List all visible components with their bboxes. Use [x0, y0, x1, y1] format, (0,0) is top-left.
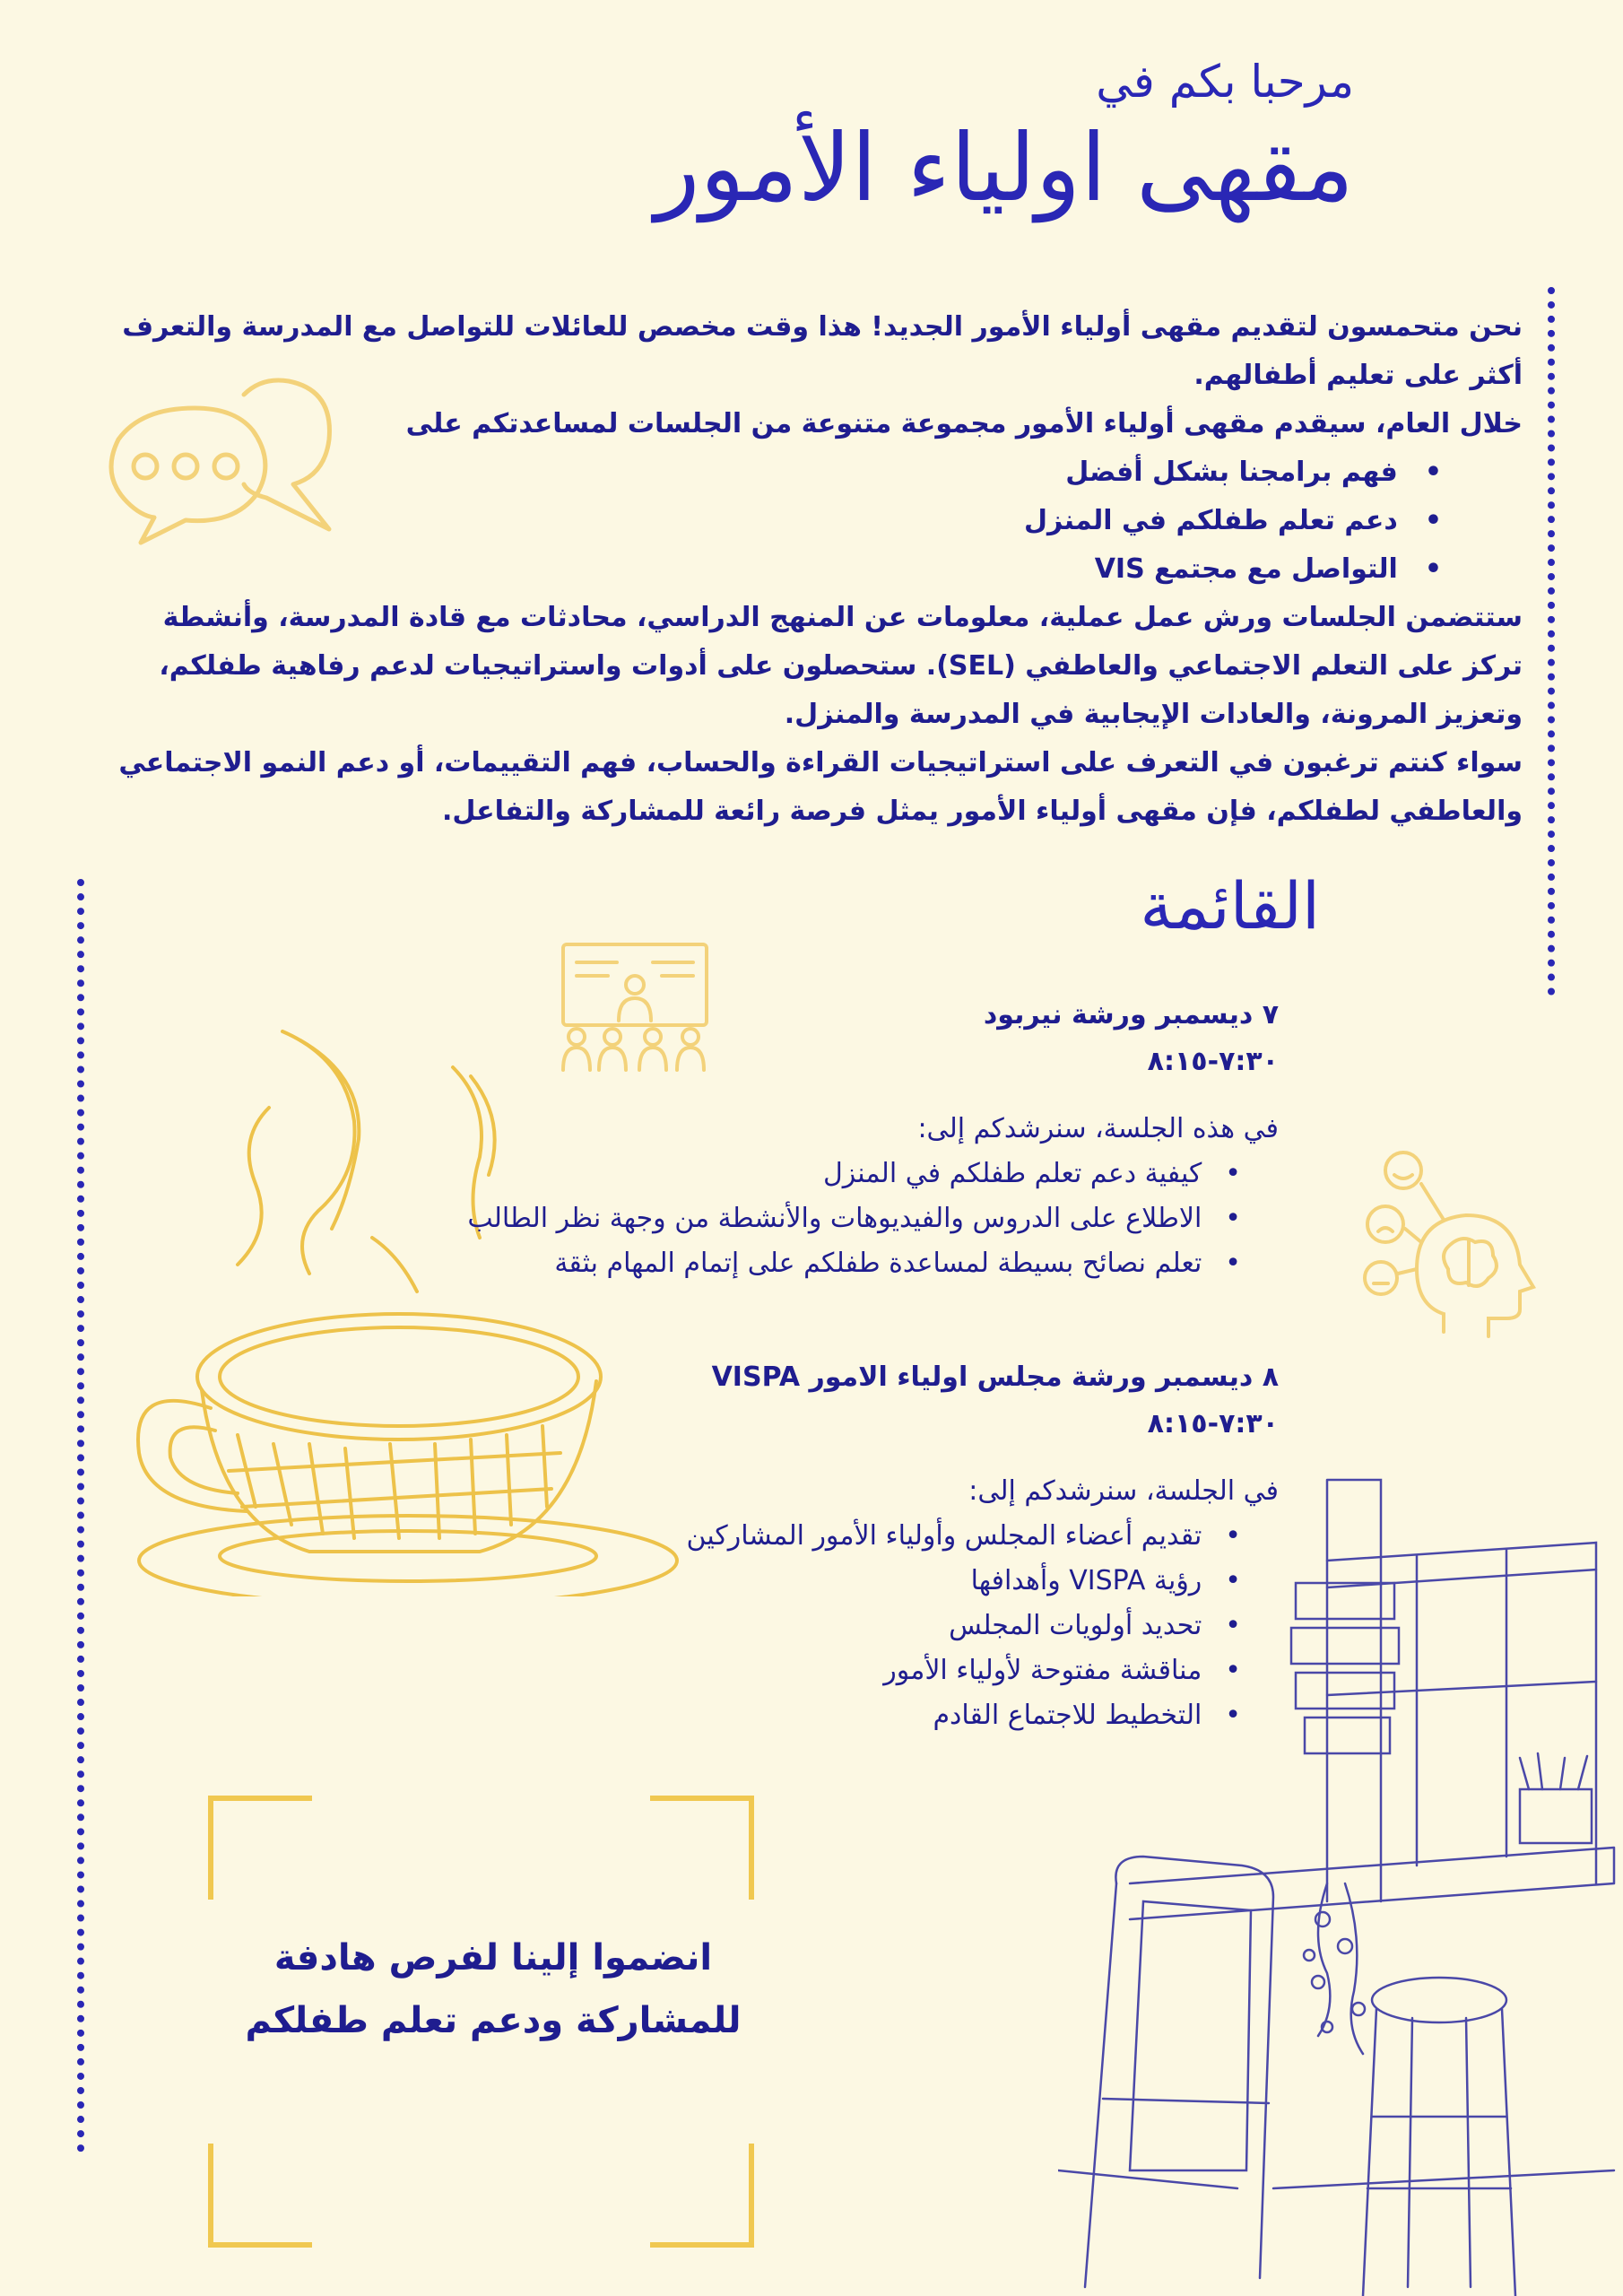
intro-section	[115, 303, 1523, 836]
event-card-1	[382, 992, 1279, 1286]
welcome-subtitle: مرحبا بكم في	[1096, 56, 1354, 108]
intro-bullet-list	[115, 448, 1523, 594]
event-time: ٧:٣٠-٨:١٥	[1147, 1046, 1279, 1077]
emotions-head-icon	[1358, 1144, 1538, 1350]
intro-paragraph-4: سواء كنتم ترغبون في التعرف على استراتيجيات القراءة والحساب، فهم التقييمات، أو دعم النمو الاجتماعي والعاطفي لطفلكم، فإن مقهى أولياء الأمور يمثل فرصة رائعة للمشاركة والتفاعل.	[118, 747, 1523, 827]
list-item: • رؤية VISPA وأهدافها	[382, 1559, 1241, 1604]
event-item-list	[382, 1514, 1279, 1738]
intro-paragraph-1: نحن متحمسون لتقديم مقهى أولياء الأمور الجديد! هذا وقت مخصص للعائلات للتواصل مع المدرسة والتعرف أكثر على تعليم أطفالهم.	[122, 311, 1523, 391]
event-intro: في هذه الجلسة، سنرشدكم إلى:	[917, 1113, 1279, 1144]
intro-paragraph-3: ستتضمن الجلسات ورش عمل عملية، معلومات عن المنهج الدراسي، محادثات مع قادة المدرسة، وأنشطة تركز على التعلم الاجتماعي والعاطفي (SEL). ستحصلون على أدوات واستراتيجيات لدعم رفاهية طفلكم، وتعزيز المرونة، والعادات الإيجابية في المدرسة والمنزل.	[159, 602, 1523, 730]
dotted-line-right	[1548, 287, 1555, 996]
list-item: • مناقشة مفتوحة لأولياء الأمور	[382, 1648, 1241, 1693]
list-item: • كيفية دعم تعلم طفلكم في المنزل	[382, 1152, 1241, 1196]
intro-paragraph-2: خلال العام، سيقدم مقهى أولياء الأمور مجموعة متنوعة من الجلسات لمساعدتكم على	[405, 408, 1523, 439]
page-title: مقهى اولياء الأمور	[655, 113, 1354, 222]
frame-corner-bottom-right	[650, 2144, 754, 2248]
list-item: • التخطيط للاجتماع القادم	[382, 1693, 1241, 1738]
frame-corner-top-left	[208, 1796, 312, 1900]
list-item: • دعم تعلم طفلكم في المنزل	[115, 497, 1442, 545]
event-heading: ٨ ديسمبر ورشة مجلس اولياء الامور VISPA	[711, 1361, 1279, 1393]
list-item: • تعلم نصائح بسيطة لمساعدة طفلكم على إتمام المهام بثقة	[382, 1241, 1241, 1286]
menu-title: القائمة	[1140, 868, 1320, 944]
frame-corner-top-right	[650, 1796, 754, 1900]
cta-message: انضموا إلينا لفرص هادفة للمشاركة ودعم تعلم طفلكم	[245, 1937, 742, 2041]
list-item: • تقديم أعضاء المجلس وأولياء الأمور المشاركين	[382, 1514, 1241, 1559]
list-item: • التواصل مع مجتمع VIS	[115, 545, 1442, 594]
list-item: • تحديد أولويات المجلس	[382, 1604, 1241, 1648]
dotted-line-left	[77, 879, 84, 2152]
frame-corner-bottom-left	[208, 2144, 312, 2248]
event-card-2	[382, 1354, 1279, 1738]
event-intro: في الجلسة، سنرشدكم إلى:	[968, 1475, 1279, 1507]
event-heading: ٧ ديسمبر ورشة نيربود	[983, 999, 1279, 1031]
list-item: • الاطلاع على الدروس والفيديوهات والأنشطة من وجهة نظر الطالب	[382, 1196, 1241, 1241]
event-time: ٧:٣٠-٨:١٥	[1147, 1408, 1279, 1439]
event-item-list	[382, 1152, 1279, 1286]
list-item: • فهم برامجنا بشكل أفضل	[115, 448, 1442, 497]
